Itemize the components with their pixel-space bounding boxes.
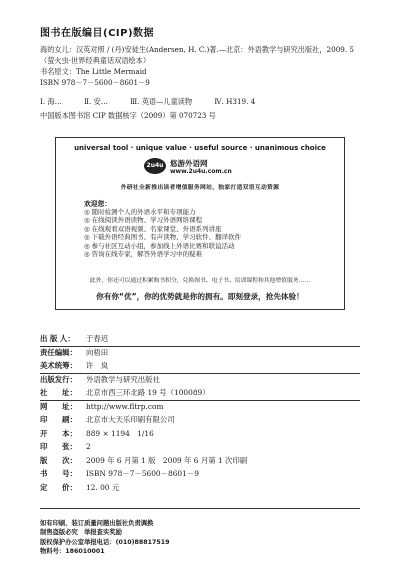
class-item-1: Ⅰ. 海… bbox=[40, 97, 62, 106]
footer-notes bbox=[40, 519, 170, 557]
credit-row: 出 版 人： 于春迟 bbox=[40, 334, 109, 343]
promo-note: 此外，你还可以通过积累购书积分，兑换图书、电子书、培训课程和其他增值服务…… bbox=[89, 278, 311, 284]
divider bbox=[40, 508, 360, 509]
credit-row: 出版发行： 外语教学与研究出版社 bbox=[40, 374, 160, 384]
credit-row: 责任编辑： 向梧田 bbox=[40, 347, 109, 357]
credit-row: 版 次： 2009 年 6 月第 1 版 2009 年 6 月第 1 次印刷 bbox=[40, 455, 248, 465]
class-item-2: Ⅱ. 安… bbox=[84, 97, 108, 106]
circle-check-icon: ◎ bbox=[84, 233, 90, 242]
list-item: ◎ 咨询在线专家，解答外语学习中的疑难 bbox=[84, 250, 203, 259]
circle-check-icon: ◎ bbox=[84, 216, 90, 225]
promo-slogan: universal tool · unique value · useful source · unanimous choice bbox=[74, 144, 326, 152]
divider bbox=[40, 346, 360, 347]
credit-row: 书 号： ISBN 978－7－5600－8601－9 bbox=[40, 469, 199, 478]
cip-line-1: 海的女儿：汉英对照 / (丹)安徒生(Andersen, H. C.)著.—北京：外语教学与研究出版社，2009. 5 bbox=[40, 45, 354, 54]
cip-line-3: 书名原文：The Little Mermaid bbox=[40, 67, 147, 76]
benefit-list bbox=[84, 208, 241, 258]
promo-tagline: 外研社全新推出读者增值服务网站，独家打造双语互动资源 bbox=[120, 185, 280, 191]
footer-line: 版权保护办公室举报电话：(010)88817519 bbox=[40, 538, 170, 546]
list-item: ◎ 在线观看双语视频、名家课堂、外语系列讲座 bbox=[84, 224, 222, 233]
credit-row: 开 本： 889 × 1194 1/16 bbox=[40, 428, 154, 438]
credit-row: 印 张： 2 bbox=[40, 442, 91, 451]
cip-data-number: 中国版本图书馆 CIP 数据核字（2009）第 070723 号 bbox=[40, 111, 216, 120]
credits-block bbox=[40, 332, 247, 494]
footer-line: 如有印刷、装订质量问题出版社负责调换 bbox=[40, 520, 154, 527]
welcome-heading: 欢迎您： bbox=[84, 200, 112, 208]
circle-check-icon: ◎ bbox=[84, 224, 90, 233]
credit-row: 美术统筹： 许 岚 bbox=[40, 361, 109, 370]
site-url: www.2u4u.com.cn bbox=[170, 168, 232, 175]
cip-line-2: （萤火虫·世界经典童话双语绘本） bbox=[40, 56, 151, 65]
cip-classification bbox=[40, 97, 275, 107]
circle-check-icon: ◎ bbox=[84, 250, 90, 259]
promo-box bbox=[55, 137, 345, 310]
credit-row: 定 价： 12. 00 元 bbox=[40, 482, 120, 492]
divider bbox=[40, 400, 360, 401]
credit-row: 社 址： 北京市西三环北路 19 号（100089） bbox=[40, 388, 210, 397]
list-item: ◎ 参与社区互动小组，参加线上外语比赛和联谊活动 bbox=[84, 241, 235, 250]
circle-check-icon: ◎ bbox=[84, 208, 90, 216]
site-logo-icon: 2u4u bbox=[144, 158, 166, 174]
circle-check-icon: ◎ bbox=[84, 241, 90, 250]
list-item: ◎ 下载外语经典图书、有声读物、学习软件、翻译软件 bbox=[84, 233, 242, 242]
credit-row: 网 址： http://www.fltrp.com bbox=[40, 401, 164, 411]
cip-line-4: ISBN 978－7－5600－8601－9 bbox=[40, 78, 150, 87]
footer-line: 制售盗版必究 举报查实奖励 bbox=[40, 529, 122, 537]
list-item: ◎ 在线阅读外语读物、学习外语网络课程 bbox=[84, 216, 203, 225]
footer-line: 物料号：186010001 bbox=[40, 548, 105, 556]
list-item: ◎ 随时检测个人的外语水平和专项能力 bbox=[84, 208, 196, 216]
site-name: 悠游外语网 bbox=[170, 159, 208, 168]
divider bbox=[40, 373, 360, 374]
credit-row: 印 刷： 北京市大天乐印刷有限公司 bbox=[40, 415, 175, 424]
class-item-3: Ⅲ. 英语—儿童读物 bbox=[130, 97, 193, 106]
cip-title: 图书在版编目(CIP)数据 bbox=[40, 28, 155, 39]
promo-cta: 你有你“优”，你的优势就是你的拥有。即刻登录，抢先体验！ bbox=[96, 292, 304, 301]
class-item-4: Ⅳ. H319. 4 bbox=[214, 97, 256, 106]
